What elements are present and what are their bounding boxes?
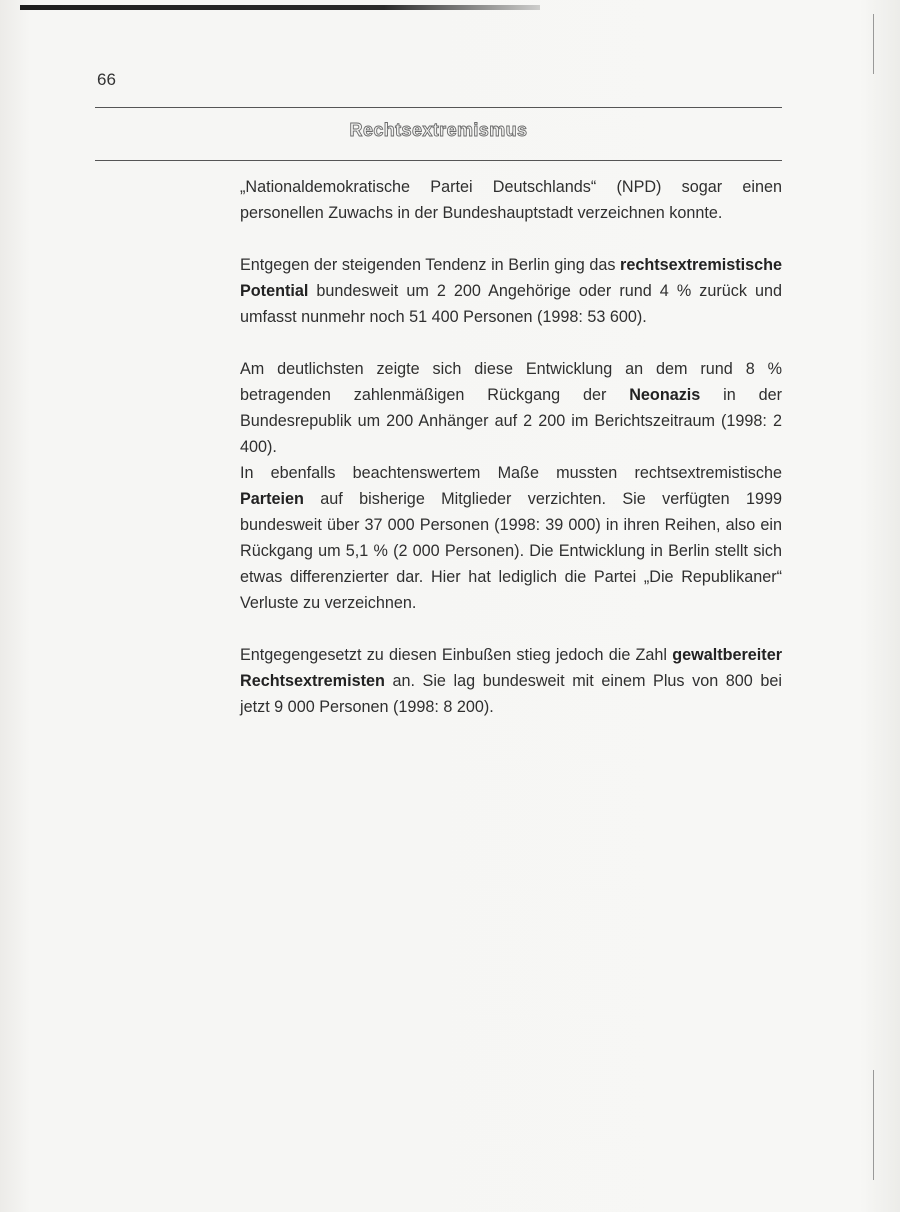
paragraph-4-text-a: In ebenfalls beachtenswertem Maße mussten rechtsextremistische [240,464,782,482]
paragraph-5 [240,642,782,720]
term-neonazis: Neonazis [629,386,701,404]
paragraph-1 [240,174,782,226]
paragraph-4 [240,460,782,616]
header-rule-top [95,107,782,108]
paragraph-2-text-a: Entgegen der steigenden Tendenz in Berlin ging das [240,256,621,274]
paragraph-2-text-b: bundesweit um 2 200 Angehörige oder rund 4 % zurück und umfasst nunmehr noch 51 400 Personen (1998: 53 600). [240,282,782,326]
paragraph-3-text-a: Am deutlichsten zeigte sich diese Entwicklung an dem rund 8 % betragenden zahlenmäßigen Rückgang der [240,360,782,404]
running-header-title: Rechtsextremismus [349,120,528,140]
page-number: 66 [97,70,116,89]
scan-edge-bar [20,5,540,10]
paragraph-4-text-b: auf bisherige Mitglieder verzichten. Sie verfügten 1999 bundesweit über 37 000 Personen (1998: 39 000) in ihren Reihen, also ein Rückgang um 5,1 % (2 000 Personen). Die Entwicklung in Berlin stellt sich etwas differenzierter dar. Hier hat lediglich die Partei „Die Republikaner“ Verluste zu verzeichnen. [240,490,782,612]
term-parteien: Parteien [240,490,304,508]
paragraph-5-text-b: an. Sie lag bundesweit mit einem Plus von 800 bei jetzt 9 000 Personen (1998: 8 200). [240,672,782,716]
paragraph-2 [240,252,782,330]
scan-edge-line-bottom [873,1070,874,1180]
paragraph-5-text-a: Entgegengesetzt zu diesen Einbußen stieg jedoch die Zahl [240,646,673,664]
paragraph-3-text-b: in der Bundesrepublik um 200 Anhänger auf 2 200 im Berichtszeitraum (1998: 2 400). [240,386,782,456]
header-rule-bottom [95,160,782,161]
term-gewaltbereite-rechtsextremisten: gewaltbereiter Rechtsextremisten [240,646,782,690]
paragraph-1-text: „Nationaldemokratische Partei Deutschlands“ (NPD) sogar einen personellen Zuwachs in der Bundeshauptstadt verzeichnen konnte. [240,178,782,222]
body-text [240,174,782,720]
term-rechtsextremistisches-potential: rechtsextremistische Potential [240,256,782,300]
scan-edge-line-top [873,14,874,74]
paragraph-3 [240,356,782,460]
